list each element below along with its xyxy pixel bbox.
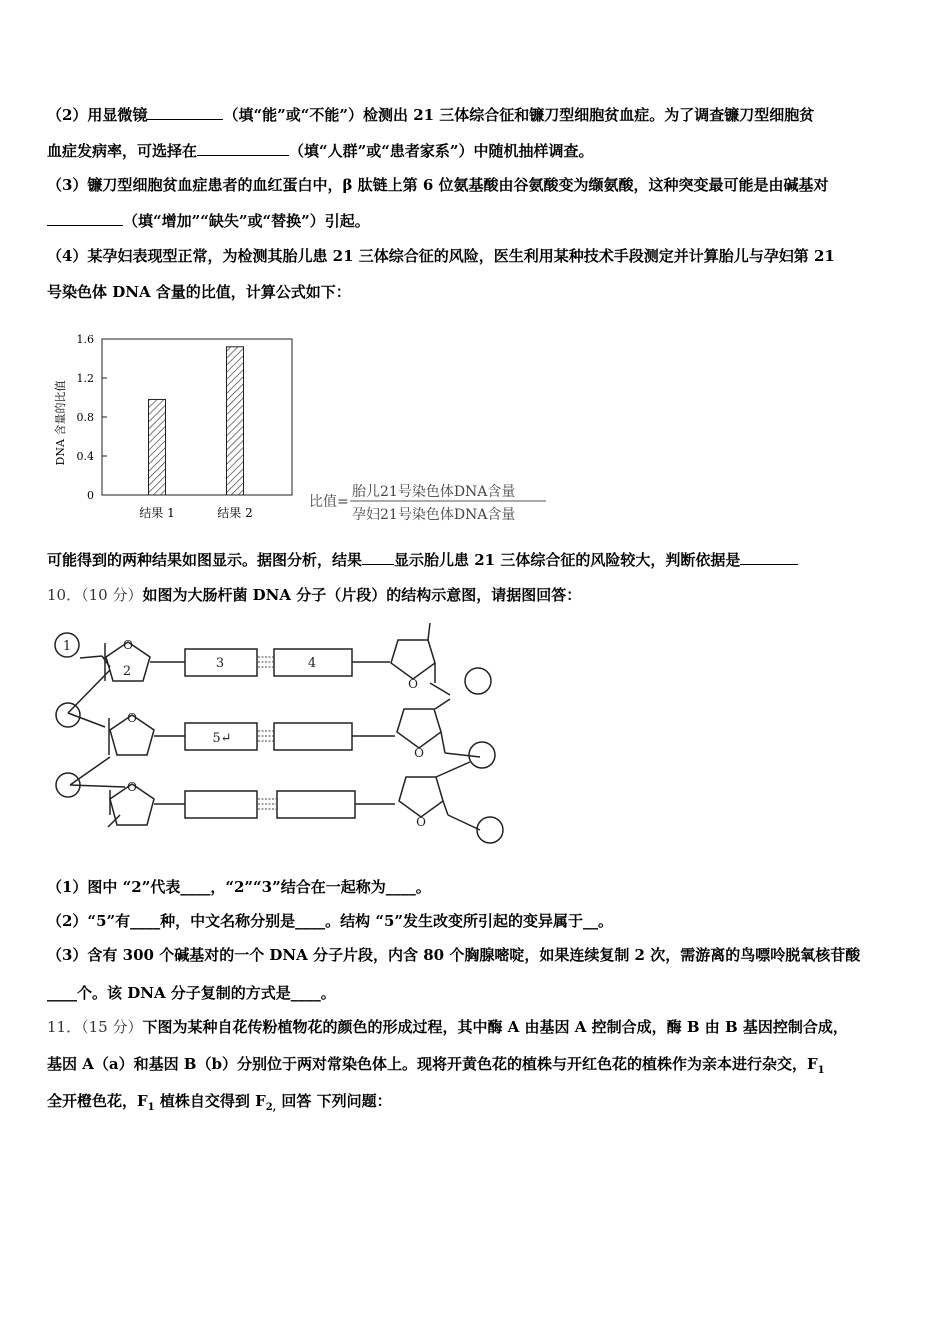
bar (149, 399, 166, 495)
label-2: 2 (122, 664, 132, 679)
x-labels (139, 505, 252, 520)
q11-stem3-c: 回答 下列问题： (276, 1092, 392, 1110)
label-3: 3 (215, 656, 225, 671)
q9-p2-text-a: （2）用显微镜 (47, 106, 148, 124)
bar (227, 347, 244, 495)
dna-structure-diagram (50, 615, 530, 850)
formula-numerator: 胎儿21号染色体DNA含量 (352, 484, 516, 500)
answer-blank[interactable] (47, 209, 123, 226)
q11-stem3 (47, 1090, 392, 1119)
q9-p3-line1: （3）镰刀型细胞贫血症患者的血红蛋白中，β 肽链上第 6 位氨基酸由谷氨酸变为缬氨酸，这种突变最可能是由碱基对 (47, 176, 829, 194)
q11-stem3-a: 全开橙色花，F (47, 1092, 148, 1110)
q9-p2-line1 (47, 103, 814, 126)
f2-subscript: 2, (265, 1102, 277, 1113)
ring-oxygen-label: O (127, 711, 137, 725)
q9-p4-line2: 号染色体 DNA 含量的比值，计算公式如下： (47, 283, 351, 301)
q11-stem2-text: 基因 A（a）和基因 B（b）分别位于两对常染色体上。现将开黄色花的植株与开红色花的植株作为亲本进行杂交，F (47, 1055, 818, 1073)
q9-p2-line2 (47, 139, 594, 162)
answer-blank[interactable] (197, 139, 289, 156)
q11-number: 11．（15 分） (47, 1018, 143, 1036)
x-tick-label: 结果 1 (139, 506, 175, 520)
y-tick-label: 0.8 (76, 411, 94, 424)
ring-oxygen-label: O (127, 780, 137, 794)
formula-prefix: 比值= (309, 494, 349, 510)
q10-s2: （2）“5”有____种，中文名称分别是____。结构 “5”发生改变所引起的变异属于__。 (47, 912, 614, 930)
answer-blank[interactable] (362, 548, 394, 565)
q11-stem2 (47, 1053, 825, 1082)
y-tick-label: 1.2 (76, 372, 94, 385)
ring-oxygen-label: O (414, 746, 424, 760)
q10-number: 10．（10 分） (47, 586, 143, 604)
x-tick-label: 结果 2 (217, 506, 253, 520)
f1-subscript: 1 (817, 1065, 825, 1076)
bars (149, 347, 244, 495)
f1-subscript: 1 (147, 1102, 155, 1113)
y-tick-label: 0 (87, 489, 94, 502)
q11-stem1-text: 下图为某种自花传粉植物花的颜色的形成过程，其中酶 A 由基因 A 控制合成，酶 B 由 B 基因控制合成， (142, 1018, 848, 1036)
answer-blank[interactable] (147, 103, 223, 120)
formula-denominator: 孕妇21号染色体DNA含量 (352, 507, 516, 523)
y-tick-label: 1.6 (76, 333, 94, 346)
q9-p4-after-a: 可能得到的两种结果如图显示。据图分析，结果 (47, 551, 363, 569)
label-5: 5↵ (212, 731, 232, 746)
q10-s1: （1）图中 “2”代表____，“2”“3”结合在一起称为____。 (47, 878, 431, 896)
y-axis-label: DNA 含量的比值 (54, 380, 67, 466)
ring-oxygen-label: O (408, 677, 418, 691)
ring-oxygen-label: O (123, 638, 133, 652)
q9-p3-line2 (47, 209, 370, 232)
q9-p2-text-d: （填“人群”或“患者家系”）中随机抽样调查。 (289, 142, 594, 160)
y-tick-label: 0.4 (76, 450, 94, 463)
q11-stem3-b: 植株自交得到 F (154, 1092, 266, 1110)
q9-p2-text-b: （填“能”或“不能”）检测出 21 三体综合征和镰刀型细胞贫血症。为了调查镰刀型细胞贫 (223, 106, 815, 124)
q9-p4-after-b: 显示胎儿患 21 三体综合征的风险较大，判断依据是 (394, 551, 741, 569)
label-1: 1 (62, 639, 72, 654)
q10-stem-text: 如图为大肠杆菌 DNA 分子（片段）的结构示意图，请据图回答： (142, 586, 582, 604)
q9-p4-after (47, 548, 798, 571)
ring-oxygen-label: O (416, 815, 426, 829)
q10-s3-line2: ____个。该 DNA 分子复制的方式是____。 (47, 984, 336, 1002)
q9-p3-text-b: （填“增加”“缺失”或“替换”）引起。 (123, 212, 370, 230)
q10-stem (47, 584, 581, 606)
q11-stem1 (47, 1016, 848, 1038)
label-4: 4 (307, 656, 317, 671)
q9-p4-line1: （4）某孕妇表现型正常，为检测其胎儿患 21 三体综合征的风险，医生利用某种技术手段测定并计算胎儿与孕妇第 21 (47, 247, 835, 265)
q10-s3-line1: （3）含有 300 个碱基对的一个 DNA 分子片段，内含 80 个胸腺嘧啶，如果连续复制 2 次，需游离的鸟嘌呤脱氧核苷酸 (47, 946, 861, 964)
q9-p2-text-c: 血症发病率，可选择在 (47, 142, 198, 160)
answer-blank[interactable] (740, 548, 798, 565)
plot-frame (102, 339, 292, 495)
bar-chart (50, 315, 570, 535)
